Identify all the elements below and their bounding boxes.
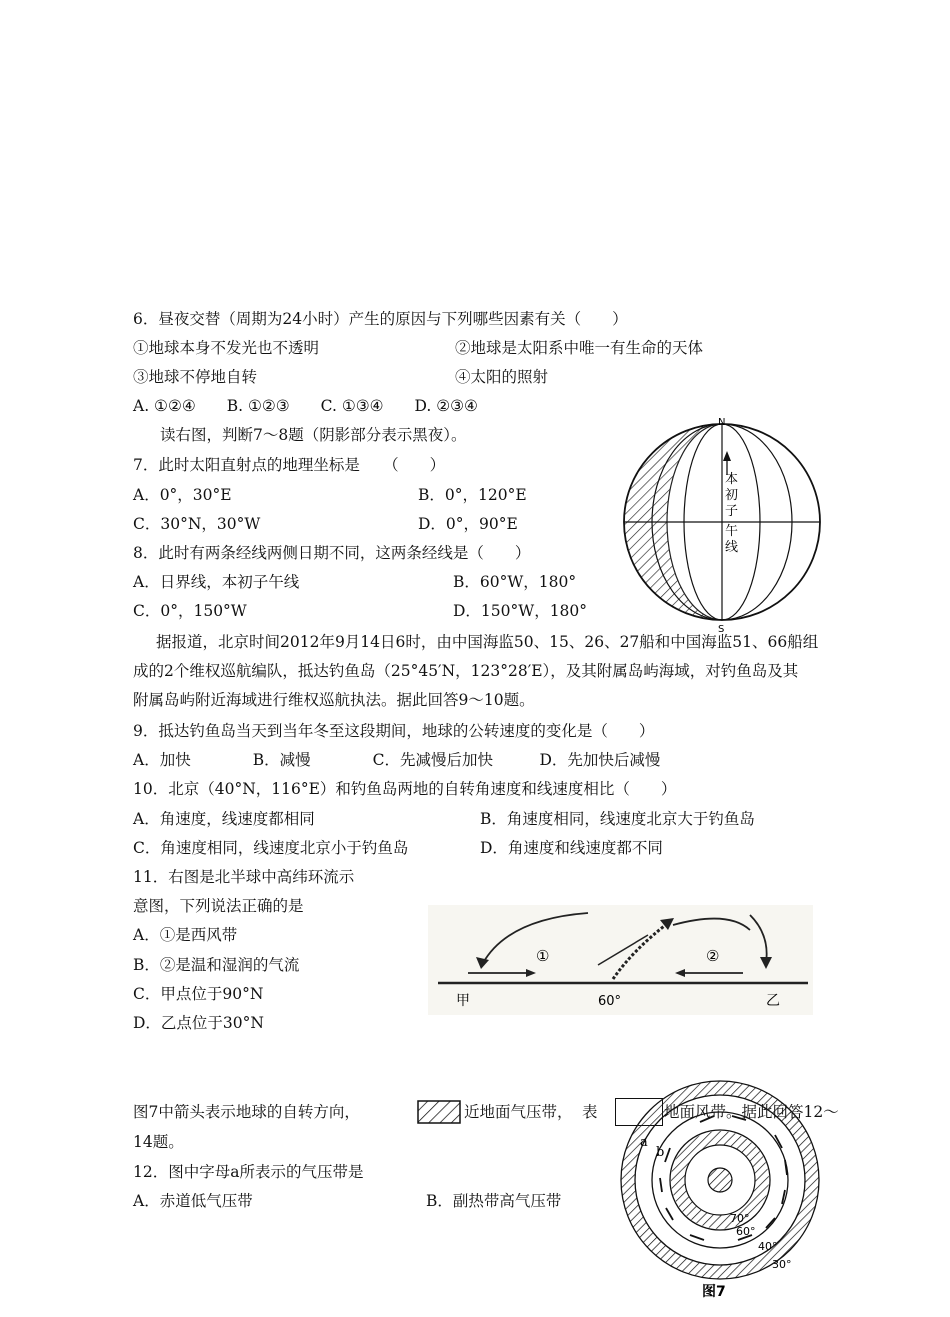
q7-option-b: B．0°，120°E <box>418 486 527 504</box>
north-label: N <box>718 417 726 428</box>
fig7-intro-line2: 14题。 <box>133 1133 184 1151</box>
q11-option-b: B．②是温和湿润的气流 <box>133 956 300 974</box>
q8-stem: 8．此时有两条经线两侧日期不同，这两条经线是（ ） <box>133 544 531 562</box>
circulation-mark-2: ② <box>706 947 720 965</box>
fig7-label-60: 60° <box>736 1225 756 1238</box>
q10-option-d: D．角速度和线速度都不同 <box>480 839 663 857</box>
q11-option-a: A．①是西风带 <box>133 926 238 944</box>
q10-option-a: A．角速度，线速度都相同 <box>133 810 315 828</box>
meridian-label-4: 午 <box>725 524 739 539</box>
q10-option-c: C．角速度相同，线速度北京小于钓鱼岛 <box>133 839 409 857</box>
passage-line-2: 成的2个维权巡航编队，抵达钓鱼岛（25°45′N，123°28′E），及其附属岛屿海域，对钓鱼岛及其 <box>133 662 799 680</box>
q11-option-d: D．乙点位于30°N <box>133 1014 264 1032</box>
meridian-label-1: 本 <box>725 472 739 487</box>
meridian-arrow-head <box>723 451 731 461</box>
q9-choices: A．加快 B．减慢 C．先减慢后加快 D．先加快后减慢 <box>133 751 661 769</box>
q8-option-c: C．0°，150°W <box>133 602 247 620</box>
q6-option-1: ①地球本身不发光也不透明 <box>133 339 320 357</box>
figure-7 <box>610 1080 825 1302</box>
q7-option-c: C．30°N，30°W <box>133 515 261 533</box>
q8-option-b: B．60°W，180° <box>453 573 577 591</box>
q6-choices: A. ①②④ B. ①②③ C. ①③④ D. ②③④ <box>133 397 478 415</box>
point-yi-label: 乙 <box>766 993 780 1009</box>
fig7-intro-part3: 表 <box>582 1103 598 1121</box>
q6-option-4: ④太阳的照射 <box>455 368 549 386</box>
point-jia-label: 甲 <box>456 993 470 1009</box>
circulation-figure <box>428 905 813 1015</box>
fig7-label-a: a <box>640 1135 648 1150</box>
q11-stem-2: 意图，下列说法正确的是 <box>133 897 304 915</box>
q11-option-c: C．甲点位于90°N <box>133 985 264 1003</box>
q7-option-d: D．0°，90°E <box>418 515 518 533</box>
q11-stem-1: 11．右图是北半球中高纬环流示 <box>133 868 355 886</box>
q7-stem: 7．此时太阳直射点的地理坐标是 （ ） <box>133 456 446 474</box>
passage-line-3: 附属岛屿附近海域进行维权巡航执法。据此回答9～10题。 <box>133 691 535 709</box>
fig7-intro-part1: 图7中箭头表示地球的自转方向， <box>133 1103 360 1121</box>
passage-line-1: 据报道，北京时间2012年9月14日6时，由中国海监50、15、26、27船和中国海监51、66船组 <box>156 633 819 651</box>
fig7-intro-part2: 近地面气压带， <box>464 1103 573 1121</box>
q10-stem: 10．北京（40°N，116°E）和钓鱼岛两地的自转角速度和线速度相比（ ） <box>133 780 677 798</box>
meridian-label-3: 子 <box>725 504 739 519</box>
q6-option-2: ②地球是太阳系中唯一有生命的天体 <box>455 339 704 357</box>
fig7-label-70: 70° <box>730 1212 750 1225</box>
latitude-60-label: 60° <box>598 994 622 1009</box>
q12-option-a: A．赤道低气压带 <box>133 1192 253 1210</box>
pressure-belt-legend <box>417 1100 461 1124</box>
q8-option-a: A．日界线，本初子午线 <box>133 573 300 591</box>
q6-stem: 6．昼夜交替（周期为24小时）产生的原因与下列哪些因素有关（ ） <box>133 310 628 328</box>
fig7-intro-part4: 地面风带。据此回答12～ <box>664 1103 839 1121</box>
meridian-label-2: 初 <box>725 488 739 503</box>
fig7-label-30: 30° <box>772 1258 792 1271</box>
pole-hatched <box>708 1168 732 1192</box>
globe-figure <box>615 415 830 637</box>
q12-stem: 12．图中字母a所表示的气压带是 <box>133 1163 364 1181</box>
q6-option-3: ③地球不停地自转 <box>133 368 258 386</box>
meridian-label-5: 线 <box>725 540 739 555</box>
q9-stem: 9．抵达钓鱼岛当天到当年冬至这段期间，地球的公转速度的变化是（ ） <box>133 722 655 740</box>
fig7-label-40: 40° <box>758 1240 778 1253</box>
fig7-caption: 图7 <box>702 1284 726 1300</box>
circulation-mark-1: ① <box>536 947 550 965</box>
fig7-label-b: b <box>656 1145 665 1160</box>
south-label: S <box>718 624 725 635</box>
q8-option-d: D．150°W，180° <box>453 602 588 620</box>
intro-q7-8: 读右图，判断7～8题（阴影部分表示黑夜）。 <box>160 426 467 444</box>
q12-option-b: B．副热带高气压带 <box>426 1192 562 1210</box>
q10-option-b: B．角速度相同，线速度北京大于钓鱼岛 <box>480 810 755 828</box>
q7-option-a: A．0°，30°E <box>133 486 232 504</box>
